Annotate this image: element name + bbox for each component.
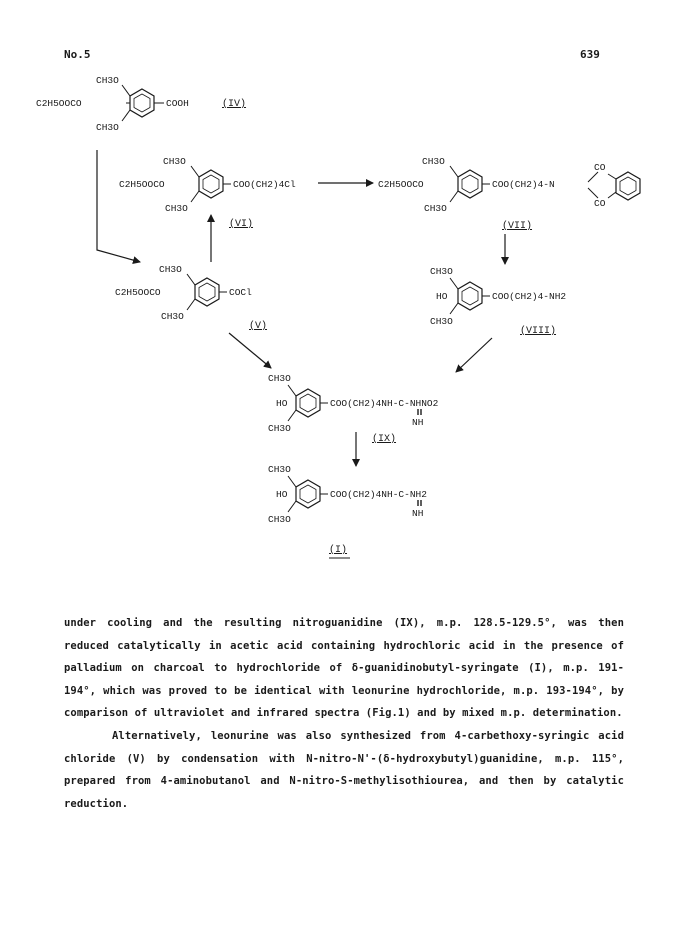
vi-left-group: C2H5OOCO bbox=[119, 179, 165, 190]
viii-top-sub: CH3O bbox=[430, 266, 453, 277]
iv-top-sub: CH3O bbox=[96, 75, 119, 86]
label-i: (I) bbox=[329, 545, 348, 556]
vi-top-sub: CH3O bbox=[163, 156, 186, 167]
iv-left-group: C2H5OOCO bbox=[36, 98, 82, 109]
compound-i bbox=[268, 464, 427, 525]
vii-bottom-sub: CH3O bbox=[424, 203, 447, 214]
vii-top-sub: CH3O bbox=[422, 156, 445, 167]
i-imine: NH bbox=[412, 508, 424, 519]
ix-top-sub: CH3O bbox=[268, 373, 291, 384]
label-v: (V) bbox=[249, 321, 268, 332]
label-iv: (IV) bbox=[222, 99, 247, 110]
arrow-iv-to-v bbox=[97, 150, 140, 262]
i-left-group: HO bbox=[276, 489, 288, 500]
compound-vi bbox=[119, 156, 296, 214]
viii-left-group: HO bbox=[436, 291, 448, 302]
ix-imine: NH bbox=[412, 417, 424, 428]
vii-ring-top: CO bbox=[594, 162, 606, 173]
i-bottom-sub: CH3O bbox=[268, 514, 291, 525]
compound-viii bbox=[430, 266, 566, 327]
vii-left-group: C2H5OOCO bbox=[378, 179, 424, 190]
paragraph-2: Alternatively, leonurine was also synthesized from 4-carbethoxy-syringic acid chloride (V) by condensation with N-nitro-N'-(δ-hydroxybutyl)guanidine, m.p. 115°, prepared from 4-aminobutanol and N-nitro-S-methylisothiourea, and then by catalytic reduction. bbox=[64, 729, 624, 810]
iv-bottom-sub: CH3O bbox=[96, 122, 119, 133]
label-vii: (VII) bbox=[502, 221, 533, 232]
body-text bbox=[64, 612, 624, 815]
iv-right-group: COOH bbox=[166, 98, 189, 109]
compound-iv bbox=[36, 75, 189, 133]
label-viii: (VIII) bbox=[520, 326, 557, 337]
v-top-sub: CH3O bbox=[159, 264, 182, 275]
ix-right-group: COO(CH2)4NH-C-NHNO2 bbox=[330, 398, 439, 409]
v-right-group: COCl bbox=[229, 287, 252, 298]
vii-right-group: COO(CH2)4-N bbox=[492, 179, 555, 190]
page-number: 639 bbox=[580, 48, 600, 61]
vi-right-group: COO(CH2)4Cl bbox=[233, 179, 296, 190]
compound-vii bbox=[378, 156, 640, 214]
viii-bottom-sub: CH3O bbox=[430, 316, 453, 327]
i-right-group: COO(CH2)4NH-C-NH2 bbox=[330, 489, 427, 500]
i-top-sub: CH3O bbox=[268, 464, 291, 475]
compound-ix bbox=[268, 373, 439, 434]
v-left-group: C2H5OOCO bbox=[115, 287, 161, 298]
label-ix: (IX) bbox=[372, 434, 397, 445]
vi-bottom-sub: CH3O bbox=[165, 203, 188, 214]
arrow-v-to-ix bbox=[229, 333, 271, 368]
ix-bottom-sub: CH3O bbox=[268, 423, 291, 434]
journal-issue: No.5 bbox=[64, 48, 91, 61]
arrow-viii-to-ix bbox=[456, 338, 492, 372]
v-bottom-sub: CH3O bbox=[161, 311, 184, 322]
viii-right-group: COO(CH2)4-NH2 bbox=[492, 291, 567, 302]
label-vi: (VI) bbox=[229, 219, 254, 230]
paragraph-1: under cooling and the resulting nitroguanidine (IX), m.p. 128.5-129.5°, was then reduced catalytically in acetic acid containing hydrochloric acid in the presence of palladium on charcoal to hydrochloride of δ-guanidinobutyl-syringate (I), m.p. 191-194°, which was proved to be identical with leonurine hydrochloride, m.p. 193-194°, by comparison of ultraviolet and infrared spectra (Fig.1) and by mixed m.p. determination. bbox=[64, 617, 624, 720]
compound-v bbox=[115, 264, 252, 322]
vii-ring-bottom: CO bbox=[594, 198, 606, 209]
ix-left-group: HO bbox=[276, 398, 288, 409]
